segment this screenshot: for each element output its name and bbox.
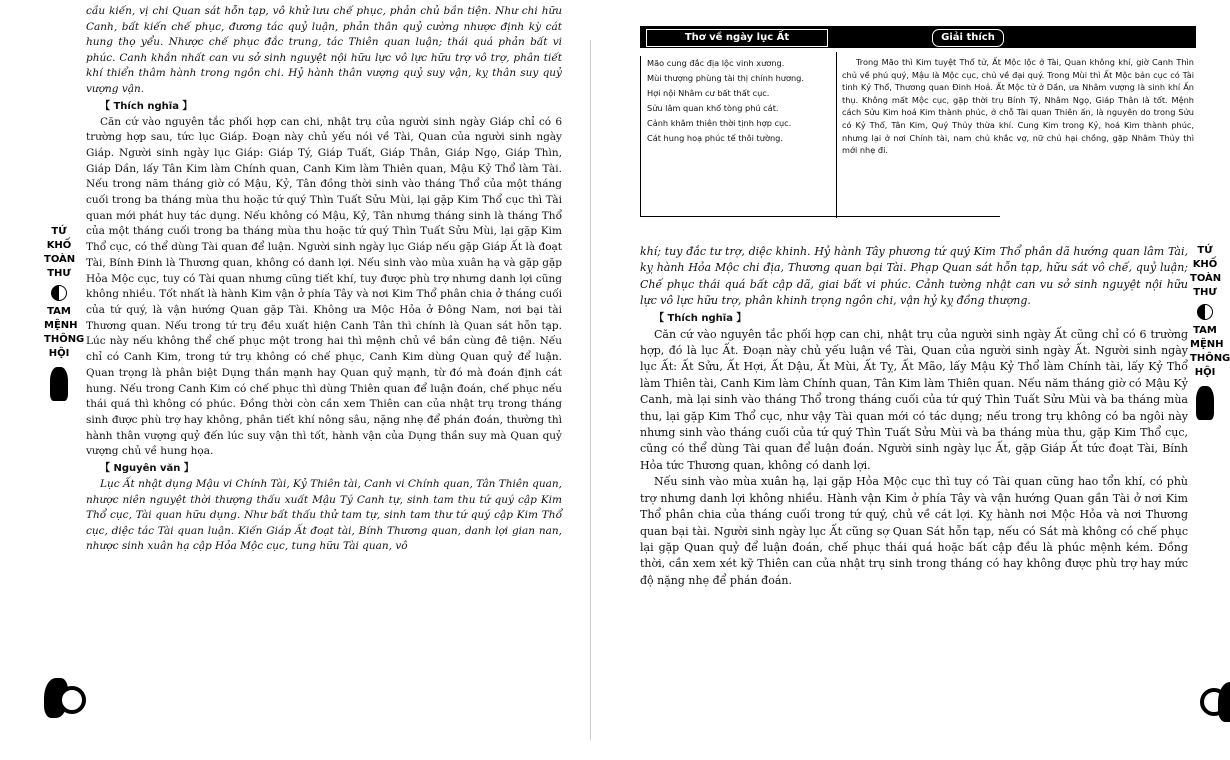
poem-box-header: [640, 26, 1196, 48]
left-original-text: Lục Ất nhật dụng Mậu vi Chính Tài, Kỷ Thiên tài, Canh vi Chính quan, Tân Thiên quan, nhược niên nguyệt thời thượng thấu xuất Mậu Tý Canh tự, sinh tam thu tứ quý cập Kim Thổ cục, Tài quan hữu dụng. Như bất thấu thử tam tự, sinh tam thư tứ quý cập Kim Thổ cục, diệc tác Tài quan luận. Kiến Giáp Ất đoạt tài, Bính Thương quan, danh lợi gian nan, nhược sinh xuân hạ cập Hỏa Mộc cục, tung hữu Tài quan, vô: [86, 478, 562, 553]
poem-lines: [640, 56, 833, 216]
poem-line: Hợi nội Nhâm cư bất thất cục.: [647, 88, 770, 98]
side-title-word: TAM: [1193, 325, 1217, 336]
right-heading-explanation: 【 Thích nghĩa 】: [654, 312, 747, 324]
side-title-word: THÔNG: [44, 334, 85, 345]
dragon-ornament-icon: [1218, 682, 1230, 722]
right-text-column: [640, 244, 1188, 589]
side-title-word: HỘI: [48, 348, 70, 359]
page-number-ornament-icon: [58, 686, 86, 714]
side-title-word: KHỐ: [1192, 259, 1218, 270]
side-title-word: THÔNG: [1190, 353, 1230, 364]
poem-line: Sửu lâm quan khố tòng phú cát.: [647, 103, 779, 113]
side-title-word: HỘI: [1194, 367, 1216, 378]
poem-box-divider: [836, 52, 837, 218]
side-title-word: TỨ: [1197, 245, 1213, 256]
explanation-title: Giải thích: [932, 29, 1004, 47]
poem-line: Mão cung đắc địa lộc vinh xương.: [647, 58, 785, 68]
right-body-text-2: Nếu sinh vào mùa xuân hạ, lại gặp Hỏa Mộc cục thì tuy có Tài quan cũng hao tổn khí, có phù trợ nhưng danh lợi không nhiều. Hành vận Kim ở phía Tây và vận hướng Quan gần Tài ở nơi Kim Thổ phân chia của tháng cuối trong tứ quý, chủ về cát lợi. Kỵ hành nơi Mộc Hỏa và nơi Thương quan bại tài. Người sinh ngày lục Ất cũng sợ Quan Sát hỗn tạp, nếu có Sát mà không có chế phục lại gặp Quan quỷ để luận đoán, chế phục thái quá hoặc bất cập đều là phúc mệnh kém. Đồng thời, cần xem xét kỹ Thiên can của nhật trụ sinh trong tháng có hay không được phù trợ hay mức độ nặng nhẹ để phán đoán.: [640, 475, 1188, 587]
right-page: [612, 0, 1230, 760]
side-title-word: MỆNH: [1190, 339, 1224, 350]
poem-line: Cát hung hoạ phúc tế thôi tường.: [647, 133, 783, 143]
side-title-word: THƯ: [1193, 287, 1217, 298]
figure-ornament-icon: [50, 367, 68, 401]
right-body-text: Căn cứ vào nguyên tắc phối hợp can chi, nhật trụ của người sinh ngày Ất cũng chỉ có 6 trường hợp, đó là lục Ất. Đoạn này chủ yếu luận về Tài, Quan của người sinh ngày Ất. Người sinh ngày lục Ất: Ất Sửu, Ất Hợi, Ất Dậu, Ất Mùi, Ất Tỵ, Ất Mão, lấy Mậu Kỷ Thổ làm Chính tài, lấy Kỷ Thổ làm Thiên tài, Canh Kim làm Chính quan, Tân Kim làm Thiên quan. Nếu năm tháng giờ có Mậu Kỷ Canh, mà lại sinh vào tháng Thổ trong tháng cuối của tứ quý Thìn Tuất Sửu Mùi và ba tháng mùa thu, lại gặp Kim Thổ cục, như vậy Tài quan mới có tác dụng; nếu trong trụ không có ba ngôi này nhưng sinh vào tháng cuối của tứ quý Thìn Tuất Sửu Mùi và ba tháng mùa thu, gặp Kim Thổ cục, cũng có thể dùng Tài quan để luận đoán. Người sinh ngày lục Ất, gặp Giáp Ất tức đoạt Tài, Bính Hỏa tức Thương quan, không có danh lợi.: [640, 327, 1188, 472]
poem-title: Thơ về ngày lục Ất: [646, 29, 828, 47]
poem-line: Mùi thượng phùng tài thị chính hương.: [647, 73, 804, 83]
left-heading-explanation: 【 Thích nghĩa 】: [100, 100, 193, 112]
left-body-text: Căn cứ vào nguyên tắc phối hợp can chi, nhật trụ của người sinh ngày Giáp chỉ có 6 trường hợp sau, tức lục Giáp. Đoạn này chủ yếu nói về Tài, Quan của người sinh ngày Giáp. Người sinh ngày lục Giáp: Giáp Tý, Giáp Tuất, Giáp Thân, Giáp Ngọ, Giáp Thìn, Giáp Dần, lấy Tân Kim làm Chính quan, Canh Kim làm Thiên quan, Mậu Kỷ Thổ làm Tài. Nếu trong năm tháng giờ có Mậu, Kỷ, Tân đồng thời sinh vào tháng Thổ của một tháng cuối trong ba tháng mùa thu hoặc tứ quý Thìn Tuất Sửu Mùi, lại gặp Kim Thổ cục thì Tài quan mới phát huy tác dụng. Nếu không có Mậu, Kỷ, Tân nhưng tháng sinh là tháng Thổ của một tháng cuối trong ba tháng mùa thu hoặc tứ quý Thìn Tuất Sửu Mùi, lại gặp Kim Thổ cục, có thể dùng Tài quan để luận. Người sinh ngày lục Giáp nếu gặp Giáp Ất là đoạt Tài, Bính Đinh là Thương quan, không có danh lợi. Nếu sinh vào mùa xuân hạ và gặp gặp Hỏa Mộc cục, tuy có Tài quan nhưng cũng tiết khí, tuy được phù trợ nhưng danh lợi cũng không nhiều. Tốt nhất là hành Kim vận ở phía Tây và nơi Kim Thổ phân chia ở tháng cuối của tứ quý, là vận hướng Quan gặp Tài. Không ưa Mộc Hỏa ở Đông Nam, nơi bại tài Thương quan. Nếu trong tứ trụ đều xuất hiện Canh Tân thì chính là Quan sát hỗn tạp. Lúc này nếu không thể chế phục một trong hai thì mệnh chủ về bần cùng đê tiện. Nếu chỉ có Canh Kim, trong tứ trụ không có chế phục, Canh Kim dùng Quan quỷ để luận. Quan trọng là phân biệt Dụng thần mạnh hay Quan quỷ mạnh, từ đó mà đoán định cát hung. Nếu trong Canh Kim có chế phục thì dùng Thiên quan để luận đoán, chế phục nếu thái quá thì không có phúc. Đồng thời còn cần xem Thiên can của nhật trụ trong tháng sinh được phù trợ hay không, phân tiết khí nông sâu, nặng nhẹ để phán đoán, thường thì hành thân vượng quỷ đến lúc suy vận thì tốt, hành vận của Dụng thần suy mà Quan quỷ vượng chủ về hung họa.: [86, 115, 562, 458]
yin-yang-icon: [1197, 304, 1213, 320]
side-title-word: TOÀN: [44, 254, 76, 265]
right-intro-text: khí; tuy đắc tư trợ, diệc khinh. Hỷ hành Tây phương tứ quý Kim Thổ phân dã hướng quan lâm Tài, kỵ hành Hỏa Mộc chi địa, Thương quan bại Tài. Phạp Quan sát hỗn tạp, hữu sát vô chế, quỷ luận; Chế phục thái quá bất cập dã, giai bất vi phúc. Cảnh tường nhật can vu sở sinh nguyệt nội hữu lực vô lực hữu trợ, phân khinh trọng ngôn chi, vận hỷ kỵ đồng thượng.: [640, 245, 1188, 308]
poem-box-bottom-rule: [640, 216, 1000, 217]
side-title-word: TOÀN: [1190, 273, 1222, 284]
right-side-title: [1190, 244, 1230, 420]
left-intro-text: cầu kiến, vị chi Quan sát hỗn tạp, vô khử lưu chế phục, phản chủ bần tiện. Như chi hữu Canh, bất kiến chế phục, đương tác quỷ luận, phản thân quỷ cường nhược định kỳ cát hung thọ yểu. Nhược chế phục đắc trung, tác Thiên quan luận; thái quá phản bất vi phúc. Canh khắn nhất can vu sở sinh nguyệt nội hữu lực vô lực hữu trợ vô trợ, phân tiết khí thiển thâm hành trong ngôn chi. Hỷ hành thân vượng quỷ suy vận, kỵ thân suy quỷ vượng vận.: [86, 5, 562, 95]
side-title-word: THƯ: [47, 268, 71, 279]
poem-line: Cảnh khâm thiên thời tịnh hợp cục.: [647, 118, 792, 128]
poem-box: [640, 26, 1196, 222]
left-heading-original: 【 Nguyên văn 】: [100, 463, 194, 475]
left-page: [0, 0, 600, 760]
side-title-word: MỆNH: [44, 320, 78, 331]
yin-yang-icon: [51, 285, 67, 301]
poem-explanation-text: Trong Mão thì Kim tuyệt Thổ tử, Ất Mộc lộc ở Tài, Quan không khí, giờ Canh Thìn chủ về phú quý, Mậu là Mộc cục, chủ về đại quý. Trong Mùi thì Ất Mộc bản cục có Tài tinh Kỷ Thổ, Thương quan Đinh Hoả. Ất Mộc tử ở Dần, ưa Nhâm vượng là sinh khí Ấn thụ. Không mất Mộc cục, gặp thời trụ Bính Tý, Nhâm Ngọ, Giáp Thân là tốt. Mệnh cách Sửu Kim hoá Kim thành phúc, ở chỗ Tài quan Thiên ấn, là nguyên do trong Sửu có Kỷ Thổ, Tân Kim, Quý Thủy thừa khí. Cung Kim trong Kỷ, hoá Kim thành phúc, nhưng lại ở nơi Chính tài, nam chủ khắc vợ, nữ chủ hại chồng, gặp Nhâm Thủy thì mới nhẹ đi.: [842, 57, 1194, 156]
side-title-word: KHỐ: [46, 240, 72, 251]
left-text-column: [86, 4, 562, 555]
side-title-word: TAM: [47, 306, 71, 317]
left-side-title: [44, 225, 85, 401]
side-title-word: TỨ: [51, 226, 67, 237]
figure-ornament-icon: [1196, 386, 1214, 420]
